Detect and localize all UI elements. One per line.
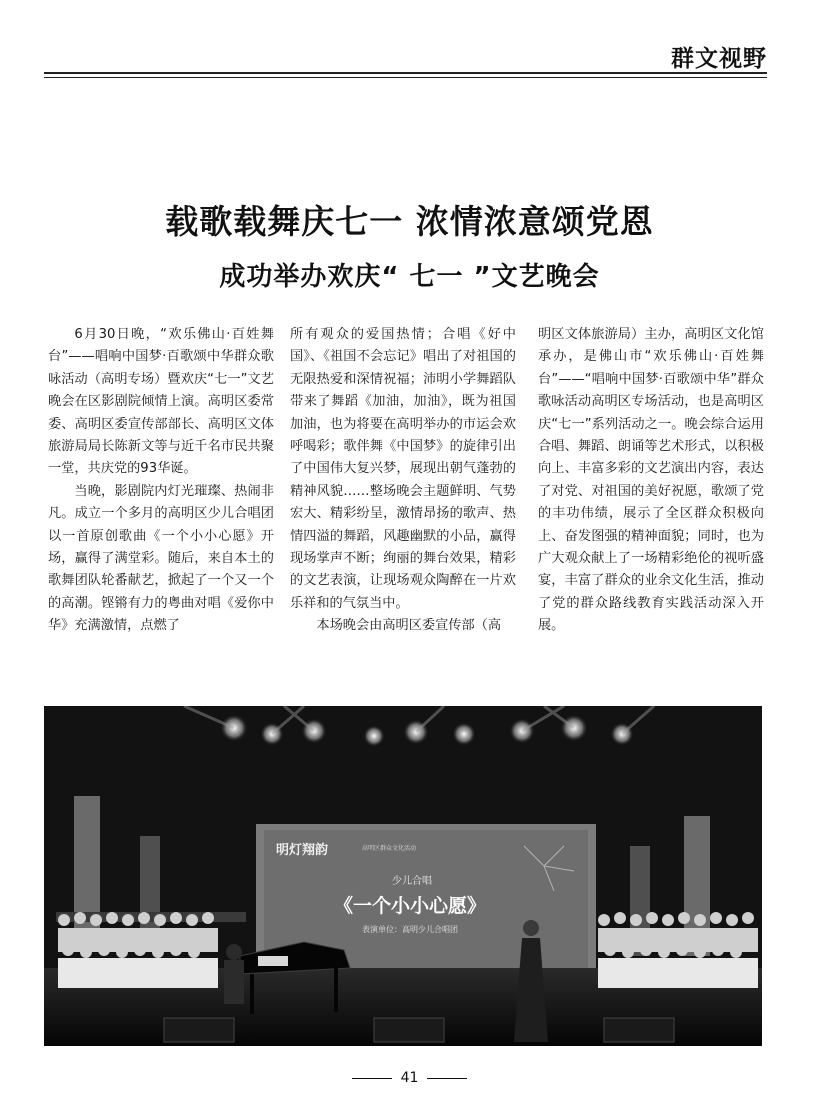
stage-photo-illustration — [44, 706, 762, 1046]
column-1 — [48, 324, 274, 638]
screen-small-text: 高明区群众文化活动 — [362, 845, 417, 852]
header-rule — [44, 72, 767, 74]
screen-performer: 表演单位：高明少儿合唱团 — [362, 925, 458, 934]
page-footer — [0, 1070, 819, 1086]
paragraph: 当晚，影剧院内灯光璀璨、热闹非凡。成立一个多月的高明区少儿合唱团以一首原创歌曲《一个小小心愿》开场，赢得了满堂彩。随后，来自本土的歌舞团队轮番献艺，掀起了一个又一个的高潮。铿锵有力的粤曲对唱《爱你中华》充满激情，点燃了 — [48, 483, 274, 634]
paragraph: 本场晚会由高明区委宣传部（高 — [316, 618, 502, 634]
footer-rule-left — [352, 1078, 392, 1079]
footer-rule-right — [427, 1078, 467, 1079]
column-2 — [290, 324, 516, 638]
screen-program-type: 少儿合唱 — [392, 876, 432, 887]
article-subtitle: 成功举办欢庆“ 七一 ”文艺晚会 — [219, 262, 600, 292]
article-title: 载歌载舞庆七一 浓情浓意颂党恩 — [165, 202, 654, 241]
screen-program-title: 《一个小小心愿》 — [334, 895, 487, 917]
stage-photo — [44, 706, 762, 1046]
paragraph: 6月30日晚，“欢乐佛山·百姓舞台”——唱响中国梦·百歌颂中华群众歌咏活动（高明专场）暨欢庆“七一”文艺晚会在区影剧院倾情上演。高明区委常委、高明区委宣传部部长、高明区文体旅游局局长陈新文等与近千名市民共聚一堂，共庆党的93华诞。 — [48, 327, 274, 477]
column-3 — [538, 324, 764, 638]
section-tag: 群文视野 — [671, 46, 767, 72]
page-number: 41 — [400, 1070, 419, 1086]
screen-brand: 明灯翔韵 — [276, 843, 329, 858]
pianist — [224, 944, 244, 1004]
paragraph: 明区文体旅游局）主办，高明区文化馆承办，是佛山市“欢乐佛山·百姓舞台”——“唱响中国梦·百歌颂中华”群众歌咏活动高明区专场活动，也是高明区庆“七一”系列活动之一。晚会综合运用合唱、舞蹈、朗诵等艺术形式，以积极向上、丰富多彩的文艺演出内容，表达了对党、对祖国的美好祝愿，歌颂了党的丰功伟绩，展示了全区群众积极向上、奋发图强的精神面貌；同时，也为广大观众献上了一场精彩绝伦的视听盛宴，丰富了群众的业余文化生活，推动了党的群众路线教育实践活动深入开展。 — [538, 327, 764, 634]
paragraph: 所有观众的爱国热情；合唱《好中国》、《祖国不会忘记》唱出了对祖国的无限热爱和深情祝福；沛明小学舞蹈队带来了舞蹈《加油，加油》，既为祖国加油，也为将要在高明举办的市运会欢呼喝彩；歌伴舞《中国梦》的旋律引出了中国伟大复兴梦，展现出朝气蓬勃的精神风貌……整场晚会主题鲜明、气势宏大、精彩纷呈，激情昂扬的歌声、热情四溢的舞蹈，风趣幽默的小品，赢得现场掌声不断；绚丽的舞台效果，精彩的文艺表演，让现场观众陶醉在一片欢乐祥和的气氛当中。 — [290, 327, 516, 611]
